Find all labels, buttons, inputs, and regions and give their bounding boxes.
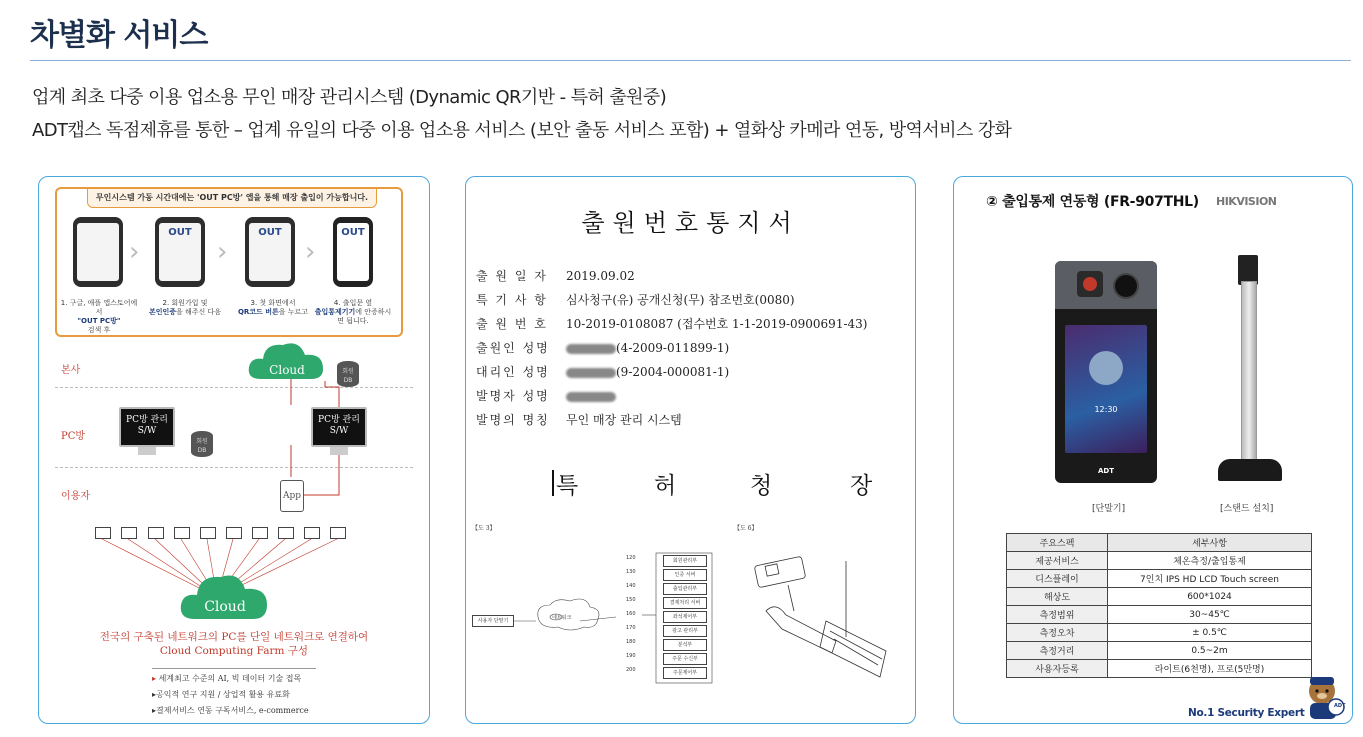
client-pc-icon [304, 527, 320, 539]
brand-logo: HIKVISION [1216, 195, 1277, 208]
caption-stand: [스탠드 설치] [1220, 504, 1274, 514]
member-db-icon: 회원 DB [337, 361, 359, 387]
client-pc-icon [200, 527, 216, 539]
phone-step-3: OUT [245, 217, 295, 287]
list-item: ▸ 세계최고 수준의 AI, 빅 데이터 기술 접목 [152, 674, 302, 683]
table-row: 제공서비스 체온측정/출입통제 [1007, 552, 1312, 570]
lane-label-pcroom: PC방 [61, 431, 86, 442]
doc-row: 출원인 성명 (4-2009-011899-1) [476, 341, 730, 355]
client-pc-icon [148, 527, 164, 539]
client-pc-icon [226, 527, 242, 539]
network-caption: 전국의 구축된 네트워크의 PC를 단일 네트워크로 연결하여 Cloud Computing Farm 구성 [99, 631, 369, 657]
chevron-right-icon: › [305, 237, 316, 267]
patent-char: 장 [850, 473, 873, 499]
slogan: No.1 Security Expert [1188, 707, 1305, 719]
panel-system-diagram [38, 176, 430, 724]
step-caption-1: 1. 구글, 애플 앱스토어에서 "OUT PC방" 검색 후 [60, 299, 138, 334]
member-db-icon: 회원 DB [191, 431, 213, 457]
monitor-right: PC방 관리 S/W [311, 407, 367, 447]
step-caption-2: 2. 회원가입 및 본인인증을 해주신 다음 [148, 299, 222, 316]
table-row: 사용자등록 라이트(6천명), 프로(5만명) [1007, 660, 1312, 678]
triangle-bullet-icon: ▸ [152, 690, 157, 699]
doc-row: 발명의 명칭 무인 매장 관리 시스템 [476, 413, 682, 427]
list-item: ▸결제서비스 연동 구독서비스, e-commerce [152, 706, 309, 715]
caption-terminal: [단말기] [1092, 504, 1126, 514]
flow-box: 결제처리 서버 [663, 597, 707, 609]
access-device-step-4: OUT [333, 217, 373, 287]
client-pc-icon [174, 527, 190, 539]
chevron-right-icon: › [217, 237, 228, 267]
mascot-badge: ADT [1334, 703, 1346, 709]
table-row: 측정거리 0.5~2m [1007, 642, 1312, 660]
phone-step-2: OUT [155, 217, 205, 287]
stand-pole [1241, 281, 1257, 461]
client-pc-icon [252, 527, 268, 539]
user-terminal-box: 사용자 단말기 [472, 615, 514, 627]
table-header-row: 주요스펙 세부사항 [1007, 534, 1312, 552]
doc-row: 발명자 성명 [476, 387, 616, 404]
table-row: 디스플레이 7인치 IPS HD LCD Touch screen [1007, 570, 1312, 588]
cloud-icon [179, 571, 271, 623]
spec-table [1006, 533, 1312, 678]
flow-box: 회원관리부 [663, 555, 707, 567]
lane-label-hq: 본사 [61, 365, 81, 376]
doc-row: 출 원 번 호 10-2019-0108087 (접수번호 1-1-2019-0900691-43) [476, 317, 868, 331]
patent-char: 특 [556, 473, 579, 499]
monitor-stand [138, 447, 156, 455]
panel-access-device [953, 176, 1353, 724]
monitor-stand [330, 447, 348, 455]
list-item: ▸공익적 연구 지원 / 상업적 활용 유료화 [152, 690, 290, 699]
network-label: 네트워크 [552, 615, 572, 621]
flow-box: 출입관리부 [663, 583, 707, 595]
monitor-left: PC방 관리 S/W [119, 407, 175, 447]
table-row: 측정오차 ± 0.5℃ [1007, 624, 1312, 642]
client-pc-icon [330, 527, 346, 539]
figure-label-6: 【도 6】 [734, 525, 758, 532]
face-circle [1089, 351, 1123, 385]
lane-label-user: 이용자 [61, 491, 90, 502]
feature-bullet-list [152, 668, 316, 719]
stand-base [1218, 459, 1282, 481]
adt-logo: ADT [1097, 467, 1114, 475]
subtitle-line-1: 업계 최초 다중 이용 업소용 무인 매장 관리시스템 (Dynamic QR기반 - 특허 출원중) [32, 87, 667, 108]
screen-time: 12:30 [1094, 405, 1118, 414]
camera-module [1055, 261, 1157, 309]
doc-row: 특 기 사 항 심사청구(유) 공개신청(무) 참조번호(0080) [476, 293, 795, 307]
client-pc-icon [121, 527, 137, 539]
cloud-label-top: Cloud [269, 363, 305, 377]
flow-number-list: 120 130 140 150 160 170 180 190 200 [626, 555, 636, 673]
triangle-bullet-icon: ▸ [152, 706, 157, 715]
page-title: 차별화 서비스 [30, 18, 208, 53]
flow-box: 주문제어부 [663, 667, 707, 679]
figure-label-3: 【도 3】 [472, 525, 496, 532]
flow-box: 인증 서버 [663, 569, 707, 581]
flow-box: 좌석제어부 [663, 611, 707, 623]
chevron-right-icon: › [129, 237, 140, 267]
doc-row: 대리인 성명 (9-2004-000081-1) [476, 365, 730, 379]
patent-char: 허 [654, 473, 677, 499]
terminal-screen [1065, 325, 1147, 453]
title-divider [30, 60, 1351, 61]
doc-title: 출원번호통지서 [581, 209, 800, 237]
flow-box: 광고 관리부 [663, 625, 707, 637]
patent-figure-6-sketch [736, 541, 906, 691]
guide-banner: 무인시스템 가동 시간대에는 'OUT PC방' 앱을 통해 매장 출입이 가능합니다. [87, 188, 377, 208]
client-pc-icon [278, 527, 294, 539]
app-phone-icon: App [280, 480, 304, 512]
device-title: ② 출입통제 연동형 (FR-907THL) [986, 194, 1199, 210]
doc-row: 출 원 일 자 2019.09.02 [476, 269, 635, 283]
triangle-bullet-icon: ▸ [152, 674, 157, 683]
client-pc-icon [95, 527, 111, 539]
panel-patent-notice [465, 176, 916, 724]
flow-box: 분석부 [663, 639, 707, 651]
step-caption-4: 4. 출입문 옆 출입통제기기에 안증하시면 됩니다. [314, 299, 392, 325]
mascot-bear-icon [1302, 673, 1346, 719]
subtitle-line-2: ADT캡스 독점제휴를 통한 – 업계 유일의 다중 이용 업소용 서비스 (보안 출동 서비스 포함) + 열화상 카메라 연동, 방역서비스 강화 [32, 120, 1012, 141]
access-terminal-image [1055, 261, 1157, 483]
table-row: 측정범위 30~45℃ [1007, 606, 1312, 624]
table-row: 해상도 600*1024 [1007, 588, 1312, 606]
cloud-label-bottom: Cloud [204, 599, 246, 615]
step-caption-3: 3. 첫 화면에서 QR코드 버튼을 누르고 [237, 299, 309, 316]
flow-box: 주문 수신부 [663, 653, 707, 665]
patent-char: 청 [750, 473, 773, 499]
